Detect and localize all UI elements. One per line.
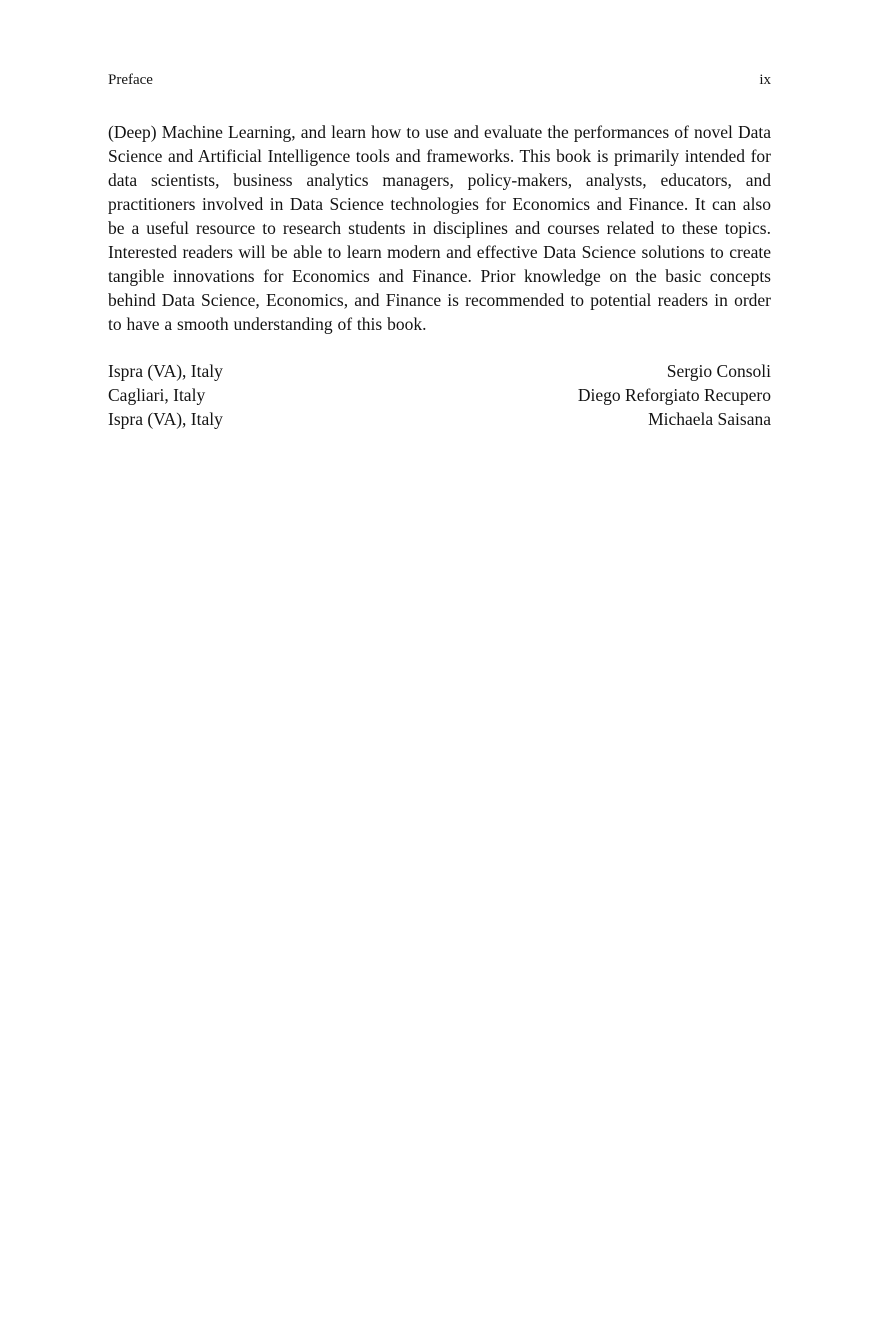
signature-row [108,383,771,407]
signature-block [108,359,771,431]
running-title: Preface [108,72,153,88]
signature-author: Diego Reforgiato Recupero [577,385,771,405]
signature-place: Ispra (VA), Italy [108,361,223,381]
signature-author: Michaela Saisana [648,409,771,429]
signature-author: Sergio Consoli [666,361,771,381]
preface-paragraph: (Deep) Machine Learning, and learn how to use and evaluate the performances of novel Data Science and Artificial Intelligence tools and frameworks. This book is primarily intended for data scientists, business analytics managers, policy-makers, analysts, educators, and practitioners involved in Data Science technologies for Economics and Finance. It can also be a useful resource to research students in disciplines and courses related to these topics. Interested readers will be able to learn modern and effective Data Science solutions to create tangible innovations for Economics and Finance. Prior knowledge on the basic concepts behind Data Science, Economics, and Finance is recommended to potential readers in order to have a smooth understanding of this book. [108,122,771,334]
signature-place: Cagliari, Italy [108,385,206,405]
signature-place: Ispra (VA), Italy [108,409,223,429]
page-number: ix [759,72,771,88]
signature-row [108,407,771,431]
page-content [108,70,771,431]
running-header [108,70,771,90]
signature-row [108,359,771,383]
